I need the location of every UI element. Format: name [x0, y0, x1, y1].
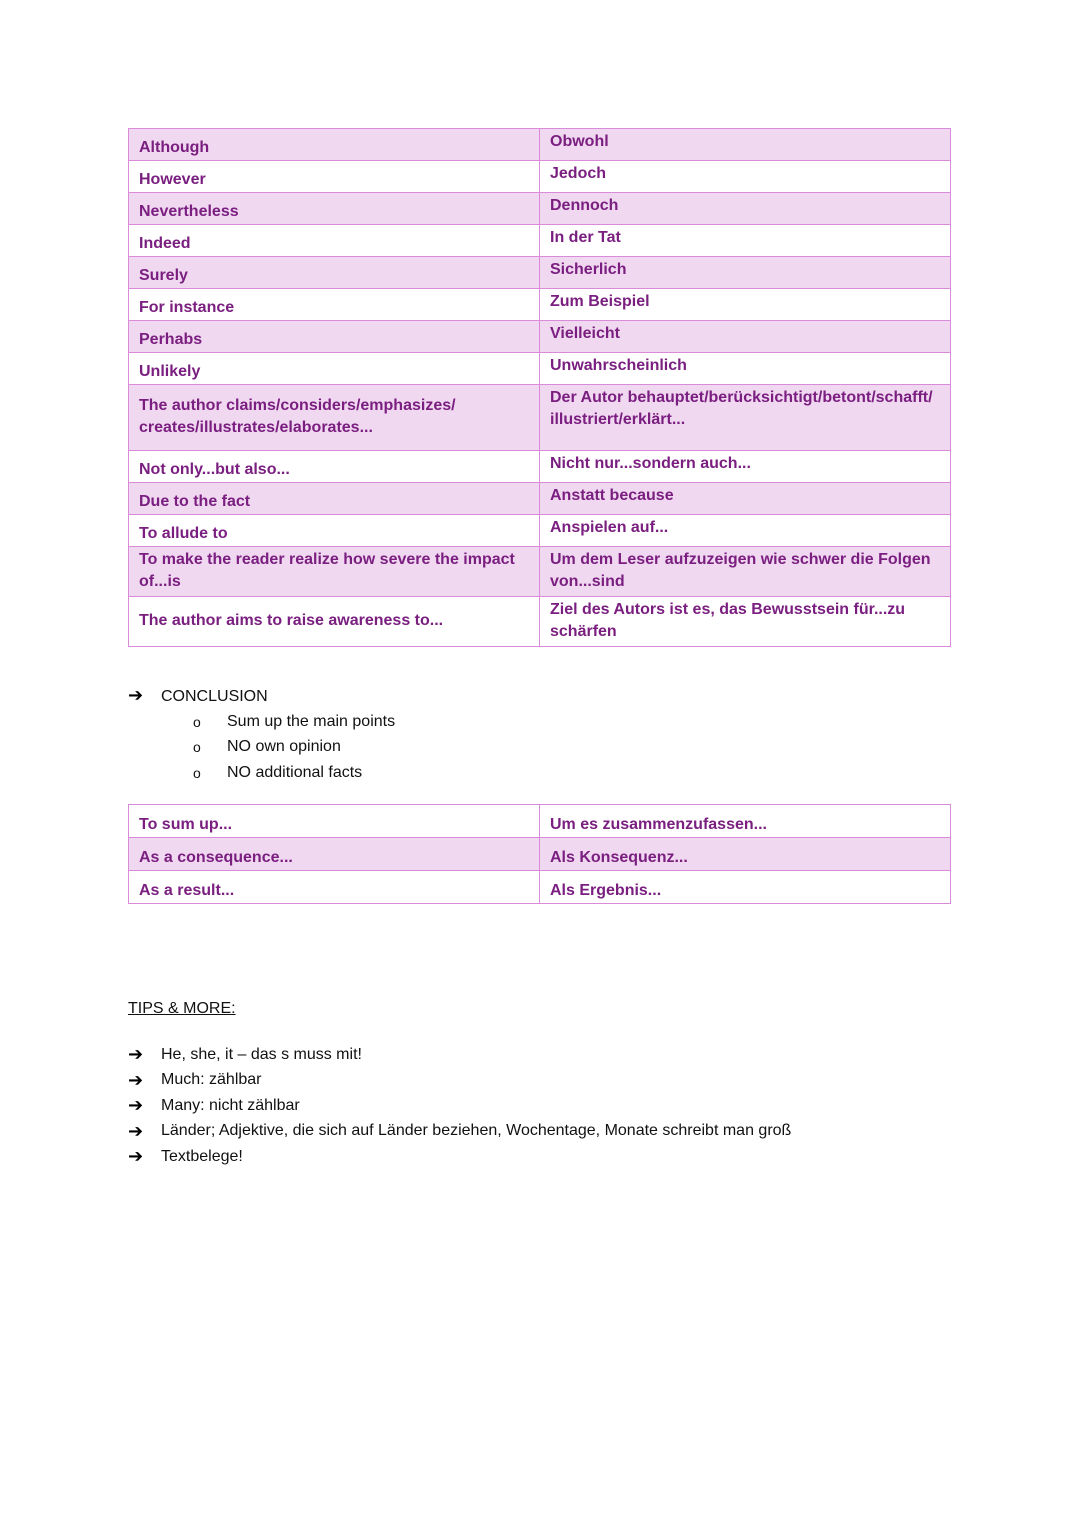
- table-row: [129, 161, 951, 193]
- german-translation: Nicht nur...sondern auch...: [540, 451, 951, 483]
- list-item: [128, 1144, 791, 1170]
- table-row: [129, 805, 951, 838]
- german-translation: Dennoch: [540, 193, 951, 225]
- german-translation: Um es zusammenzufassen...: [540, 805, 951, 838]
- list-item-text: Sum up the main points: [227, 712, 396, 730]
- table-row: [129, 515, 951, 547]
- english-phrase: To sum up...: [129, 805, 540, 838]
- german-translation: Als Ergebnis...: [540, 871, 951, 904]
- english-phrase: To allude to: [129, 515, 540, 547]
- conclusion-table: [128, 804, 951, 904]
- table-row: [129, 871, 951, 904]
- german-translation: Anspielen auf...: [540, 515, 951, 547]
- english-phrase: Although: [129, 129, 540, 161]
- english-phrase: Unlikely: [129, 353, 540, 385]
- table-row: [129, 193, 951, 225]
- tips-title: TIPS & MORE:: [128, 1000, 236, 1017]
- german-translation: Ziel des Autors ist es, das Bewusstsein für...zu schärfen: [540, 597, 951, 647]
- english-phrase: As a result...: [129, 871, 540, 904]
- table-row: [129, 225, 951, 257]
- english-phrase: Not only...but also...: [129, 451, 540, 483]
- english-phrase: Due to the fact: [129, 483, 540, 515]
- english-phrase: Surely: [129, 257, 540, 289]
- tip-text: Länder; Adjektive, die sich auf Länder beziehen, Wochentage, Monate schreibt man groß: [161, 1122, 792, 1140]
- tip-text: Textbelege!: [161, 1147, 243, 1165]
- german-translation: Um dem Leser aufzuzeigen wie schwer die Folgen von...sind: [540, 547, 951, 597]
- list-item: [193, 709, 395, 735]
- list-item-text: NO own opinion: [227, 738, 341, 756]
- transitions-table: [128, 128, 951, 647]
- german-translation: Anstatt because: [540, 483, 951, 515]
- german-translation: Zum Beispiel: [540, 289, 951, 321]
- english-phrase: The author aims to raise awareness to...: [129, 597, 540, 647]
- table-row: [129, 385, 951, 451]
- english-phrase: Perhabs: [129, 321, 540, 353]
- table-row: [129, 257, 951, 289]
- conclusion-points: [193, 709, 395, 786]
- list-item: [128, 1119, 791, 1145]
- list-item: [128, 1093, 791, 1119]
- english-phrase: The author claims/considers/emphasizes/ creates/illustrates/elaborates...: [129, 385, 540, 451]
- german-translation: Unwahrscheinlich: [540, 353, 951, 385]
- list-item: [128, 1042, 791, 1068]
- table-row: [129, 129, 951, 161]
- arrow-right-icon: ➔: [128, 1146, 144, 1167]
- circle-bullet-icon: o: [193, 739, 201, 756]
- circle-bullet-icon: o: [193, 764, 201, 781]
- english-phrase: However: [129, 161, 540, 193]
- arrow-right-icon: ➔: [128, 1069, 144, 1090]
- list-item: [193, 735, 395, 761]
- list-item: [128, 1068, 791, 1094]
- table-row: [129, 838, 951, 871]
- english-phrase: For instance: [129, 289, 540, 321]
- list-item-text: NO additional facts: [227, 763, 363, 781]
- tip-text: Many: nicht zählbar: [161, 1096, 300, 1114]
- english-phrase: To make the reader realize how severe the impact of...is: [129, 547, 540, 597]
- table-row: [129, 321, 951, 353]
- arrow-right-icon: ➔: [128, 1044, 144, 1065]
- german-translation: Jedoch: [540, 161, 951, 193]
- table-row: [129, 289, 951, 321]
- english-phrase: Indeed: [129, 225, 540, 257]
- table-row: [129, 597, 951, 647]
- table-row: [129, 451, 951, 483]
- german-translation: In der Tat: [540, 225, 951, 257]
- arrow-right-icon: ➔: [128, 685, 144, 705]
- conclusion-title: CONCLUSION: [161, 688, 268, 705]
- english-phrase: Nevertheless: [129, 193, 540, 225]
- table-row: [129, 353, 951, 385]
- german-translation: Sicherlich: [540, 257, 951, 289]
- german-translation: Als Konsequenz...: [540, 838, 951, 871]
- tip-text: Much: zählbar: [161, 1071, 262, 1089]
- circle-bullet-icon: o: [193, 713, 201, 730]
- list-item: [193, 760, 395, 786]
- german-translation: Der Autor behauptet/berücksichtigt/betont/schafft/ illustriert/erklärt...: [540, 385, 951, 451]
- conclusion-heading: [128, 685, 268, 706]
- arrow-right-icon: ➔: [128, 1095, 144, 1116]
- arrow-right-icon: ➔: [128, 1120, 144, 1141]
- german-translation: Obwohl: [540, 129, 951, 161]
- tip-text: He, she, it – das s muss mit!: [161, 1045, 362, 1063]
- english-phrase: As a consequence...: [129, 838, 540, 871]
- table-row: [129, 547, 951, 597]
- german-translation: Vielleicht: [540, 321, 951, 353]
- table-row: [129, 483, 951, 515]
- tips-list: [128, 1042, 791, 1170]
